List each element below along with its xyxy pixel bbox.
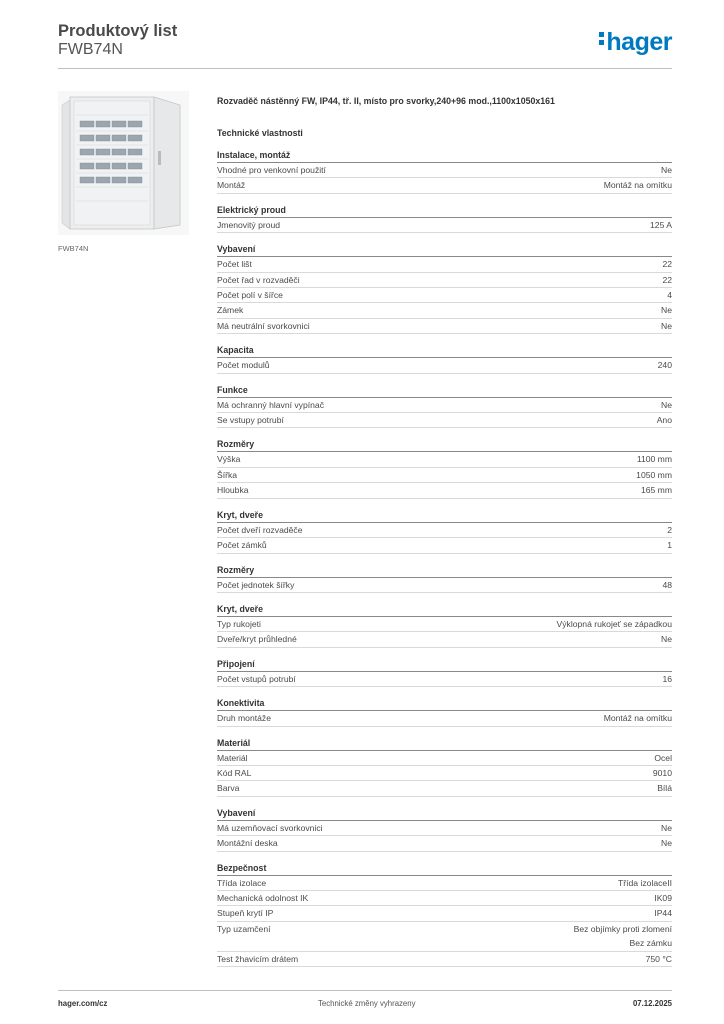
- spec-value: Montáž na omítku: [603, 180, 672, 191]
- spec-row: [217, 821, 672, 836]
- section-gap: [217, 593, 672, 603]
- section-gap: [217, 374, 672, 384]
- spec-row: [217, 538, 672, 553]
- spec-row: [217, 452, 672, 467]
- spec-value: Ne: [661, 822, 672, 833]
- spec-value: Ne: [661, 320, 672, 331]
- spec-row: [217, 523, 672, 538]
- footer-divider: [58, 990, 672, 991]
- spec-value: 1050 mm: [636, 469, 672, 480]
- spec-row: [217, 578, 672, 593]
- spec-label: Šířka: [217, 469, 238, 480]
- section-gap: [217, 797, 672, 807]
- section-title: Kapacita: [217, 344, 672, 358]
- hager-logo: [599, 28, 672, 57]
- spec-label: Počet dveří rozvaděče: [217, 524, 303, 535]
- spec-label: Test žhavicím drátem: [217, 953, 299, 964]
- footer-website[interactable]: hager.com/cz: [58, 999, 108, 1008]
- spec-label: Kód RAL: [217, 767, 252, 778]
- spec-sections: [217, 149, 672, 967]
- spec-label: Počet modulů: [217, 360, 270, 371]
- footer-date: 07.12.2025: [632, 999, 672, 1008]
- spec-row: [217, 766, 672, 781]
- section-gap: [217, 648, 672, 658]
- footer-notice: Technické změny vyhrazeny: [318, 999, 416, 1008]
- spec-label: Má neutrální svorkovnici: [217, 320, 310, 331]
- spec-row: [217, 288, 672, 303]
- section-title: Kryt, dveře: [217, 509, 672, 523]
- spec-row: [217, 617, 672, 632]
- section-title: Konektivita: [217, 697, 672, 711]
- spec-row: [217, 781, 672, 796]
- section-gap: [217, 554, 672, 564]
- spec-label: Materiál: [217, 752, 248, 763]
- spec-label: Vhodné pro venkovní použití: [217, 165, 326, 175]
- tech-heading: Technické vlastnosti: [217, 128, 303, 138]
- spec-label: Montáž: [217, 180, 246, 191]
- spec-row: [217, 891, 672, 906]
- spec-row: [217, 398, 672, 413]
- spec-row: [217, 836, 672, 851]
- spec-content: [217, 95, 672, 967]
- spec-row: [217, 751, 672, 766]
- spec-label: Barva: [217, 783, 240, 794]
- spec-label: Hloubka: [217, 485, 249, 496]
- spec-value: 4: [667, 290, 672, 301]
- section-title: Kryt, dveře: [217, 603, 672, 617]
- spec-label: Počet jednotek šířky: [217, 579, 295, 590]
- spec-row: [217, 178, 672, 193]
- spec-row: [217, 303, 672, 318]
- section-gap: [217, 428, 672, 438]
- spec-row: [217, 468, 672, 483]
- spec-value: 165 mm: [640, 485, 672, 496]
- spec-label: Počet polí v šířce: [217, 290, 283, 301]
- section-title: Rozměry: [217, 564, 672, 578]
- section-gap: [217, 852, 672, 862]
- spec-row: [217, 952, 672, 967]
- spec-label: Zámek: [217, 305, 244, 316]
- section-title: Vybavení: [217, 243, 672, 257]
- spec-value: Ano: [656, 415, 672, 426]
- spec-value: Ne: [661, 165, 672, 175]
- section-gap: [217, 499, 672, 509]
- spec-row: [217, 218, 672, 233]
- page-header: [58, 22, 672, 70]
- spec-label: Má uzemňovací svorkovnici: [217, 822, 323, 833]
- spec-row: [217, 413, 672, 428]
- spec-label: Typ rukojeti: [217, 618, 261, 629]
- spec-value: Ne: [661, 305, 672, 316]
- spec-value: 22: [662, 259, 672, 270]
- spec-value: 9010: [652, 767, 672, 778]
- section-title: Elektrický proud: [217, 204, 672, 218]
- spec-label: Montážní deska: [217, 838, 278, 849]
- spec-label: Výška: [217, 454, 241, 465]
- spec-label: Má ochranný hlavní vypínač: [217, 399, 325, 410]
- spec-row: [217, 906, 672, 921]
- section-title: Instalace, montáž: [217, 149, 672, 163]
- logo-text: hager: [606, 28, 672, 56]
- spec-label: Dveře/kryt průhledné: [217, 634, 297, 645]
- section-gap: [217, 687, 672, 697]
- spec-value: 125 A: [650, 219, 672, 230]
- spec-row: [217, 319, 672, 334]
- spec-row: [217, 257, 672, 272]
- spec-value: Ne: [661, 838, 672, 849]
- spec-row: [217, 876, 672, 891]
- section-title: Vybavení: [217, 807, 672, 821]
- spec-label: Počet řad v rozvaděči: [217, 274, 300, 285]
- spec-value: IK09: [654, 892, 672, 903]
- spec-label: Druh montáže: [217, 713, 271, 724]
- product-description: Rozvaděč nástěnný FW, IP44, tř. II, místo pro svorky,240+96 mod.,1100x1050x161: [217, 96, 555, 106]
- spec-row: [217, 672, 672, 687]
- section-gap: [217, 233, 672, 243]
- spec-value: IP44: [654, 908, 672, 919]
- image-caption: FWB74N: [58, 244, 89, 253]
- section-title: Rozměry: [217, 438, 672, 452]
- spec-row: [217, 273, 672, 288]
- spec-value: Bez objímky proti zlomení Bez zámku: [573, 923, 672, 949]
- spec-value: 16: [662, 673, 672, 684]
- spec-value: 22: [662, 274, 672, 285]
- section-title: Materiál: [217, 737, 672, 751]
- spec-value: Třída izolaceII: [618, 877, 672, 888]
- spec-value: Ne: [661, 634, 672, 645]
- product-code: FWB74N: [58, 41, 123, 58]
- logo-dots-icon: [599, 29, 604, 48]
- spec-label: Počet lišt: [217, 259, 252, 270]
- spec-value: 1100 mm: [636, 454, 672, 465]
- spec-label: Třída izolace: [217, 877, 267, 888]
- spec-label: Typ uzamčení: [217, 923, 271, 934]
- section-gap: [217, 334, 672, 344]
- spec-label: Mechanická odolnost IK: [217, 892, 309, 903]
- spec-value: Montáž na omítku: [603, 713, 672, 724]
- spec-label: Počet vstupů potrubí: [217, 673, 296, 684]
- spec-value: 750 °C: [645, 953, 672, 964]
- page-title: Produktový list: [58, 22, 178, 40]
- spec-value: Ocel: [654, 752, 672, 763]
- cabinet-illustration: [58, 91, 189, 235]
- spec-value: 2: [667, 524, 672, 535]
- spec-label: Jmenovitý proud: [217, 219, 281, 230]
- spec-value: Ne: [661, 399, 672, 410]
- spec-value: 1: [667, 540, 672, 551]
- spec-label: Stupeň krytí IP: [217, 908, 274, 919]
- spec-value: Výklopná rukojeť se západkou: [556, 618, 672, 629]
- section-title: Funkce: [217, 384, 672, 398]
- section-title: Bezpečnost: [217, 862, 672, 876]
- section-gap: [217, 727, 672, 737]
- section-gap: [217, 194, 672, 204]
- spec-value: Bílá: [657, 783, 672, 794]
- spec-value: 240: [657, 360, 672, 371]
- spec-value: 48: [662, 579, 672, 590]
- spec-row: [217, 922, 672, 952]
- spec-row: [217, 632, 672, 647]
- spec-label: Počet zámků: [217, 540, 267, 551]
- spec-row: [217, 483, 672, 498]
- header-divider: [58, 68, 672, 69]
- spec-row: [217, 163, 672, 178]
- spec-row: [217, 711, 672, 726]
- section-title: Připojení: [217, 658, 672, 672]
- product-image: [58, 91, 189, 235]
- spec-row: [217, 358, 672, 373]
- spec-label: Se vstupy potrubí: [217, 415, 284, 426]
